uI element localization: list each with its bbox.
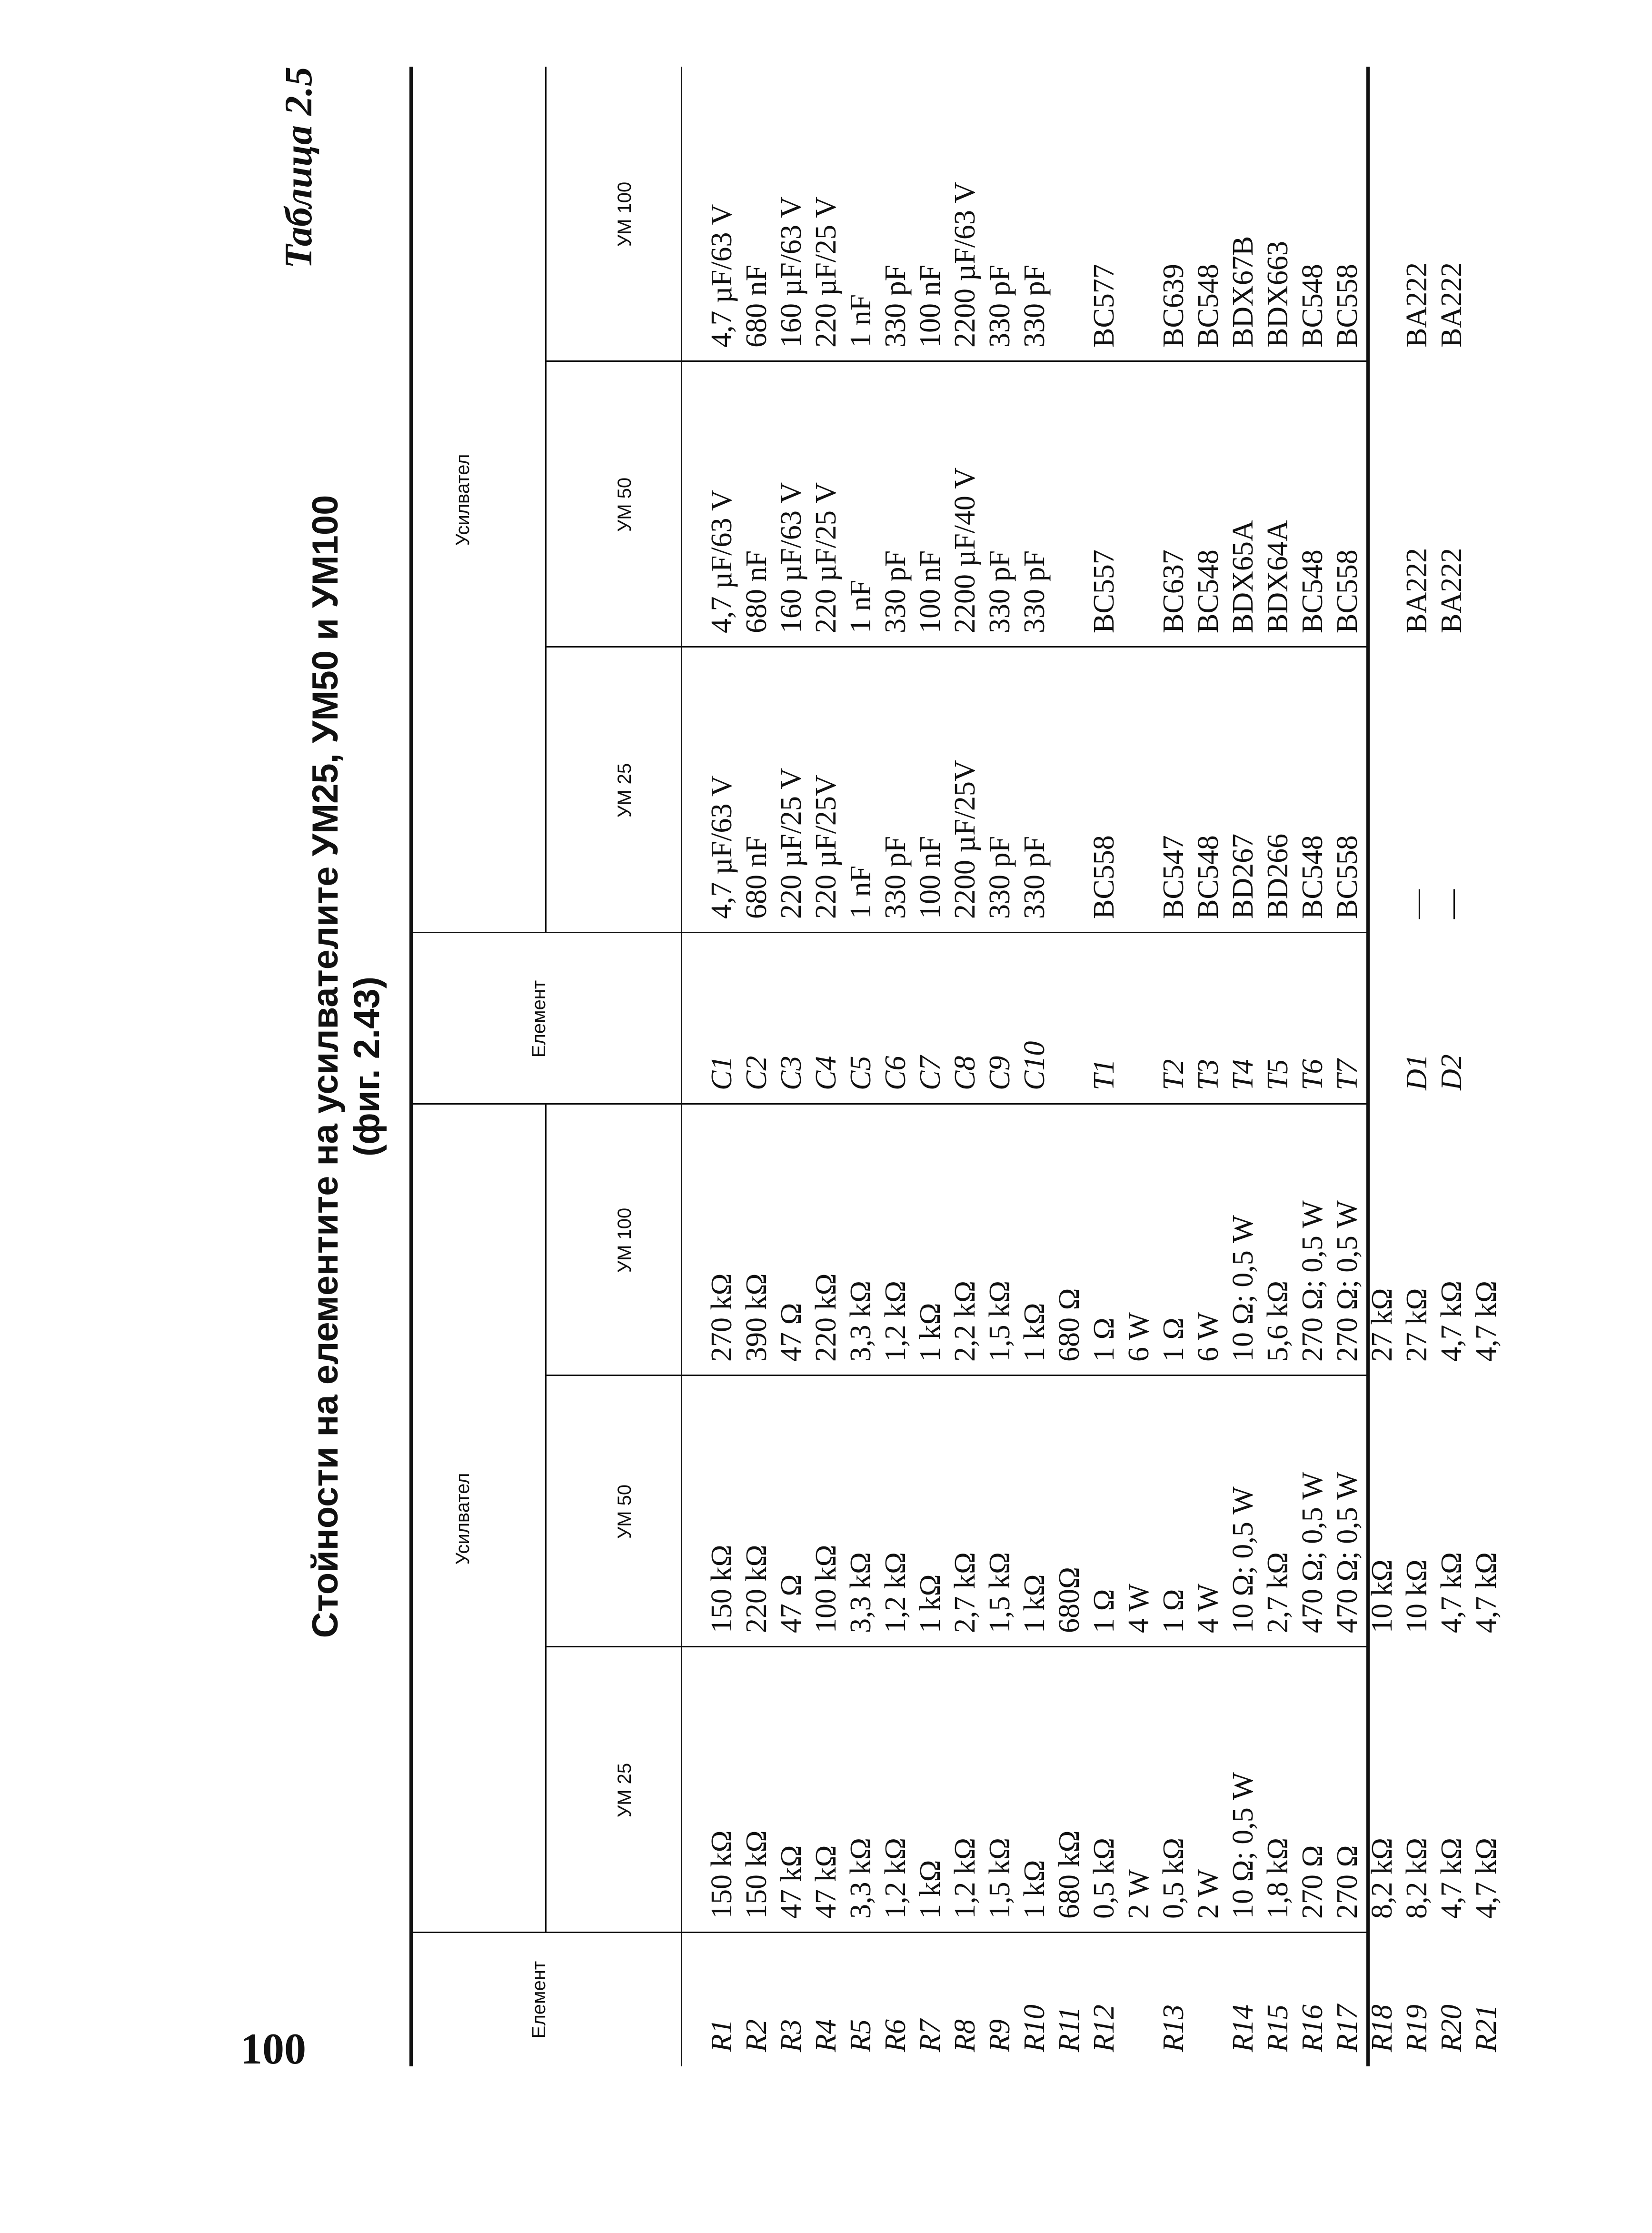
header-element-right: Елемент: [528, 980, 549, 1058]
table-cell: 47 kΩ: [775, 1845, 807, 1919]
table-cell: 1 kΩ: [1018, 1860, 1051, 1919]
table-cell: T4: [1227, 1059, 1259, 1090]
table-cell: D1: [1401, 1054, 1433, 1090]
table-cell: T5: [1262, 1059, 1294, 1090]
table-cell: C2: [740, 1056, 773, 1090]
table-cell: BD266: [1262, 833, 1294, 919]
header-um100-right: УМ 100: [614, 181, 635, 247]
table-cell: 1 kΩ: [914, 1860, 946, 1919]
table-cell: 10 kΩ: [1366, 1559, 1398, 1633]
table-cell: 1,5 kΩ: [984, 1552, 1016, 1633]
table-cell: 2,7 kΩ: [1262, 1552, 1294, 1633]
table-cell: 10 kΩ: [1401, 1559, 1433, 1633]
values-table: [409, 67, 1503, 2066]
table-cell: R6: [879, 2019, 912, 2052]
header-amplifier-right: Усилвател: [452, 454, 473, 546]
table-cell: —: [1401, 889, 1433, 919]
table-cell: BDX663: [1262, 241, 1294, 348]
table-cell: BC558: [1331, 549, 1363, 633]
table-cell: 4 W: [1123, 1584, 1155, 1633]
table-cell: 4,7 kΩ: [1435, 1552, 1468, 1633]
table-cell: 1,8 kΩ: [1262, 1837, 1294, 1919]
table-cell: 2 W: [1123, 1869, 1155, 1919]
table-cell: R4: [810, 2019, 842, 2052]
table-cell: [1052, 648, 1087, 919]
table-cell: [1122, 362, 1156, 633]
table-cell: 330 pF: [984, 265, 1016, 348]
table-cell: [1365, 648, 1400, 919]
table-cell: 1 Ω: [1157, 1589, 1190, 1633]
table-cell: 680 nF: [740, 836, 773, 919]
table-cell: R1: [706, 2019, 738, 2052]
table-cell: 680 nF: [740, 265, 773, 348]
table-cell: 4,7 kΩ: [1470, 1837, 1503, 1919]
table-cell: D2: [1435, 1054, 1468, 1090]
table-cell: 100 nF: [914, 836, 946, 919]
table-cell: 220 µF/25 V: [810, 196, 842, 348]
table-cell: 4,7 µF/63 V: [706, 489, 738, 633]
table-cell: 1 nF: [845, 580, 877, 633]
table-cell: 47 Ω: [775, 1574, 807, 1633]
table-cell: 4,7 kΩ: [1470, 1552, 1503, 1633]
table-cell: [1122, 648, 1156, 919]
page-number: 100: [240, 2024, 306, 2073]
table-cell: [1365, 67, 1400, 348]
table-cell: 3,3 kΩ: [845, 1837, 877, 1919]
header-um100-left: УМ 100: [614, 1207, 635, 1273]
table-cell: 3,3 kΩ: [845, 1280, 877, 1362]
table-cell: 470 Ω; 0,5 W: [1331, 1472, 1363, 1633]
table-cell: 1 kΩ: [914, 1303, 946, 1362]
table-cell: BC558: [1088, 835, 1120, 919]
table-cell: 330 pF: [984, 836, 1016, 919]
table-cell: 6 W: [1192, 1312, 1224, 1362]
component-element-list: [705, 933, 1469, 1090]
table-cell: 220 kΩ: [740, 1545, 773, 1633]
table-cell: 1 nF: [845, 294, 877, 348]
table-cell: 2200 µF/63 V: [949, 181, 981, 348]
table-cell: R14: [1227, 2004, 1259, 2052]
table-cell: 220 µF/25 V: [810, 482, 842, 633]
table-cell: T7: [1331, 1059, 1363, 1090]
table-cell: 330 pF: [879, 550, 912, 633]
table-cell: BC547: [1157, 835, 1190, 919]
table-cell: 270 kΩ: [706, 1273, 738, 1362]
table-cell: 1,5 kΩ: [984, 1837, 1016, 1919]
table-cell: 220 µF/25V: [810, 775, 842, 919]
table-cell: 2,7 kΩ: [949, 1552, 981, 1633]
table-cell: [1365, 362, 1400, 633]
table-cell: R5: [845, 2019, 877, 2052]
resistor-um50-list: [705, 1376, 1504, 1633]
table-cell: C8: [949, 1056, 981, 1090]
title-line-2: (фиг. 2.43): [347, 976, 388, 1157]
table-cell: 4,7 kΩ: [1470, 1280, 1503, 1362]
table-cell: BC548: [1296, 835, 1329, 919]
table-cell: C1: [706, 1056, 738, 1090]
table-cell: R21: [1470, 2004, 1503, 2052]
table-cell: 680 Ω: [1053, 1288, 1085, 1362]
header-um25-left: УМ 25: [614, 1763, 635, 1818]
table-cell: 1,2 kΩ: [949, 1837, 981, 1919]
table-cell: R16: [1296, 2004, 1329, 2052]
table-cell: R11: [1053, 2006, 1085, 2052]
table-cell: 27 kΩ: [1366, 1288, 1398, 1362]
table-cell: [1052, 67, 1087, 348]
table-cell: C5: [845, 1056, 877, 1090]
component-um100-list: [705, 67, 1469, 348]
table-cell: 150 kΩ: [706, 1545, 738, 1633]
table-cell: 47 Ω: [775, 1303, 807, 1362]
table-cell: BC548: [1192, 549, 1224, 633]
table-cell: R18: [1366, 2004, 1398, 2052]
table-cell: BC548: [1192, 264, 1224, 348]
table-cell: 8,2 kΩ: [1401, 1837, 1433, 1919]
table-cell: BC548: [1296, 549, 1329, 633]
table-cell: 270 Ω; 0,5 W: [1296, 1200, 1329, 1362]
table-cell: R12: [1088, 2004, 1120, 2052]
table-cell: C4: [810, 1056, 842, 1090]
table-cell: 4,7 kΩ: [1435, 1280, 1468, 1362]
table-cell: 1 kΩ: [1018, 1574, 1051, 1633]
table-cell: BC548: [1296, 264, 1329, 348]
table-title: [305, 10, 388, 2123]
table-cell: C3: [775, 1056, 807, 1090]
table-cell: R7: [914, 2019, 946, 2052]
table-cell: 47 kΩ: [810, 1845, 842, 1919]
column-component-um50: [409, 362, 1468, 648]
table-cell: BC548: [1192, 835, 1224, 919]
table-cell: C9: [984, 1056, 1016, 1090]
table-cell: 1,2 kΩ: [879, 1280, 912, 1362]
table-cell: 160 µF/63 V: [775, 196, 807, 348]
column-resistor-um100: [409, 1105, 1503, 1376]
table-cell: 160 µF/63 V: [775, 482, 807, 633]
table-cell: 1 Ω: [1157, 1317, 1190, 1362]
table-cell: 0,5 kΩ: [1157, 1837, 1190, 1919]
table-cell: C6: [879, 1056, 912, 1090]
table-cell: 680Ω: [1053, 1566, 1085, 1633]
table-cell: [1052, 362, 1087, 633]
table-cell: 100 nF: [914, 265, 946, 348]
table-cell: BA222: [1435, 548, 1468, 633]
table-cell: T2: [1157, 1059, 1190, 1090]
table-cell: 4,7 µF/63 V: [706, 775, 738, 919]
table-cell: BA222: [1401, 548, 1433, 633]
table-cell: [1122, 1933, 1156, 2052]
table-cell: 1 kΩ: [914, 1574, 946, 1633]
column-component-um100: [409, 67, 1468, 362]
table-cell: C10: [1018, 1041, 1051, 1090]
table-cell: —: [1435, 889, 1468, 919]
table-cell: R13: [1157, 2004, 1190, 2052]
table-cell: [1122, 933, 1156, 1090]
table-cell: 220 kΩ: [810, 1273, 842, 1362]
header-amplifier-left: Усилвател: [452, 1473, 473, 1565]
table-cell: 2 W: [1192, 1869, 1224, 1919]
header-element-left: Елемент: [528, 1961, 549, 2039]
table-cell: 270 Ω; 0,5 W: [1331, 1200, 1363, 1362]
table-cell: 270 Ω: [1331, 1845, 1363, 1919]
table-cell: 1,2 kΩ: [879, 1837, 912, 1919]
title-line-1: Стойности на елементите на усилвателите УМ25, УМ50 и УМ100: [305, 495, 346, 1638]
table-cell: R2: [740, 2019, 773, 2052]
table-cell: 4,7 kΩ: [1435, 1837, 1468, 1919]
table-cell: 1 kΩ: [1018, 1303, 1051, 1362]
rotated-table-page: [276, 10, 1503, 2123]
table-cell: [1122, 67, 1156, 348]
table-cell: 220 µF/25 V: [775, 768, 807, 919]
table-cell: R20: [1435, 2004, 1468, 2052]
table-cell: 390 kΩ: [740, 1273, 773, 1362]
column-resistor-um50: [409, 1376, 1503, 1647]
table-cell: R10: [1018, 2004, 1051, 2052]
table-cell: 3,3 kΩ: [845, 1552, 877, 1633]
table-cell: [1191, 1933, 1226, 2052]
column-component-um25: [409, 648, 1468, 933]
table-cell: T6: [1296, 1059, 1329, 1090]
table-cell: [1052, 933, 1087, 1090]
table-cell: 1 Ω: [1088, 1317, 1120, 1362]
table-cell: T1: [1088, 1059, 1120, 1090]
table-cell: C7: [914, 1056, 946, 1090]
table-cell: 330 pF: [1018, 550, 1051, 633]
table-cell: 10 Ω; 0,5 W: [1227, 1215, 1259, 1362]
table-cell: 8,2 kΩ: [1366, 1837, 1398, 1919]
table-cell: [1365, 933, 1400, 1090]
component-um25-list: [705, 648, 1469, 919]
table-cell: BA222: [1435, 262, 1468, 348]
table-cell: 470 Ω; 0,5 W: [1296, 1472, 1329, 1633]
table-cell: 2,2 kΩ: [949, 1280, 981, 1362]
table-cell: 6 W: [1123, 1312, 1155, 1362]
table-cell: BC639: [1157, 264, 1190, 348]
table-cell: 330 pF: [879, 265, 912, 348]
table-cell: 1 nF: [845, 866, 877, 919]
table-label: Таблица 2.5: [277, 67, 320, 269]
resistor-um25-list: [705, 1647, 1504, 1919]
table-cell: R3: [775, 2019, 807, 2052]
header-um50-left: УМ 50: [614, 1484, 635, 1539]
table-cell: BC637: [1157, 549, 1190, 633]
table-cell: R19: [1401, 2004, 1433, 2052]
table-cell: 330 pF: [1018, 836, 1051, 919]
table-cell: 1,5 kΩ: [984, 1280, 1016, 1362]
table-cell: 330 pF: [879, 836, 912, 919]
component-um50-list: [705, 362, 1469, 633]
table-cell: 150 kΩ: [706, 1830, 738, 1919]
table-cell: R8: [949, 2019, 981, 2052]
table-cell: 150 kΩ: [740, 1830, 773, 1919]
table-cell: BD267: [1227, 833, 1259, 919]
table-cell: 27 kΩ: [1401, 1288, 1433, 1362]
column-component-elements: [409, 933, 1468, 1105]
table-cell: 4,7 µF/63 V: [706, 204, 738, 348]
table-cell: BA222: [1401, 262, 1433, 348]
table-cell: 100 kΩ: [810, 1545, 842, 1633]
table-cell: 2200 µF/40 V: [949, 467, 981, 633]
column-resistor-elements: [409, 1933, 1503, 2066]
table-cell: 680 nF: [740, 550, 773, 633]
table-cell: BDX64A: [1262, 520, 1294, 633]
table-cell: 680 kΩ: [1053, 1830, 1085, 1919]
table-cell: 2200 µF/25V: [949, 760, 981, 919]
header-um50-right: УМ 50: [614, 477, 635, 532]
table-cell: 330 pF: [1018, 265, 1051, 348]
table-cell: BDX67B: [1227, 236, 1259, 348]
table-cell: 0,5 kΩ: [1088, 1837, 1120, 1919]
table-cell: BDX65A: [1227, 520, 1259, 633]
table-cell: 100 nF: [914, 550, 946, 633]
table-cell: 1,2 kΩ: [879, 1552, 912, 1633]
header-um25-right: УМ 25: [614, 763, 635, 818]
table-cell: 10 Ω; 0,5 W: [1227, 1486, 1259, 1633]
table-cell: 1 Ω: [1088, 1589, 1120, 1633]
resistor-um100-list: [705, 1105, 1504, 1362]
table-cell: 330 pF: [984, 550, 1016, 633]
table-cell: 5,6 kΩ: [1262, 1280, 1294, 1362]
table-cell: BC577: [1088, 264, 1120, 348]
table-cell: R9: [984, 2019, 1016, 2052]
table-cell: R15: [1262, 2004, 1294, 2052]
table-cell: 270 Ω: [1296, 1845, 1329, 1919]
table-cell: R17: [1331, 2004, 1363, 2052]
table-cell: BC558: [1331, 835, 1363, 919]
table-cell: T3: [1192, 1059, 1224, 1090]
table-cell: 10 Ω; 0,5 W: [1227, 1772, 1259, 1919]
resistor-element-list: [705, 1933, 1504, 2052]
table-cell: BC557: [1088, 549, 1120, 633]
table-cell: 4 W: [1192, 1584, 1224, 1633]
table-cell: BC558: [1331, 264, 1363, 348]
column-resistor-um25: [409, 1647, 1503, 1933]
